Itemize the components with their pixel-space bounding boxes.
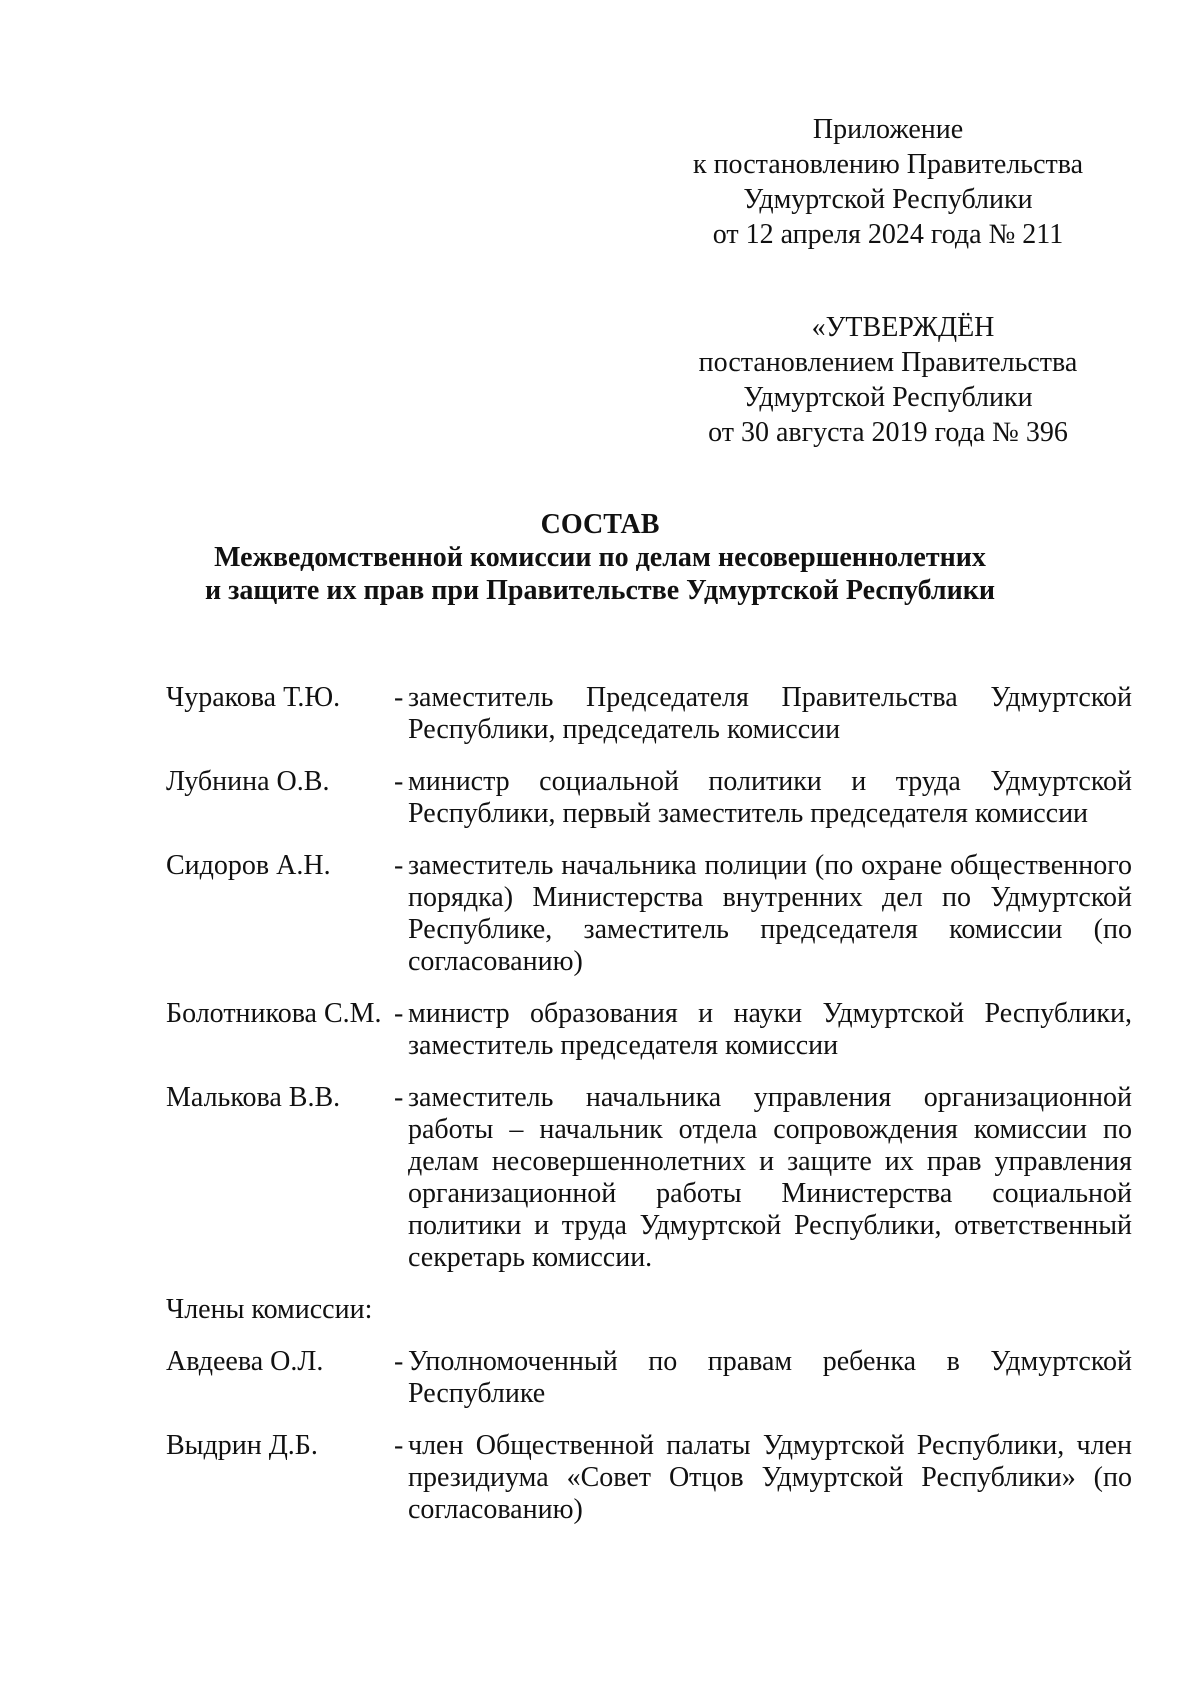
list-item <box>166 682 1132 746</box>
members-list <box>166 682 1132 1546</box>
member-dash: - <box>394 1082 404 1113</box>
approved-line-2: постановлением Правительства <box>698 347 1078 378</box>
member-name: Сидоров А.Н. <box>166 850 331 881</box>
heading-title: СОСТАВ <box>540 509 660 540</box>
annex-line-1: Приложение <box>812 114 964 145</box>
list-item <box>166 1346 1132 1410</box>
heading-subtitle-1: Межведомственной комиссии по делам несовершеннолетних <box>214 542 986 573</box>
list-item <box>166 998 1132 1062</box>
member-description: заместитель начальника полиции (по охране общественного порядка) Министерства внутренних дел по Удмуртской Республике, заместитель председателя комиссии (по согласованию) <box>408 850 1132 977</box>
annex-line-3: Удмуртской Республики <box>743 184 1033 215</box>
list-item <box>166 850 1132 978</box>
heading-subtitle-2: и защите их прав при Правительстве Удмуртской Республики <box>205 575 995 606</box>
member-description: министр образования и науки Удмуртской Республики, заместитель председателя комиссии <box>408 998 1132 1061</box>
member-dash: - <box>394 998 404 1029</box>
approved-block <box>668 310 1108 450</box>
list-item <box>166 1430 1132 1526</box>
members-section-label: Члены комиссии: <box>166 1294 373 1325</box>
member-dash: - <box>394 1346 404 1377</box>
approved-line-3: Удмуртской Республики <box>743 382 1033 413</box>
approved-line-4: от 30 августа 2019 года № 396 <box>708 417 1068 448</box>
member-name: Чуракова Т.Ю. <box>166 682 341 713</box>
member-dash: - <box>394 766 404 797</box>
member-name: Лубнина О.В. <box>166 766 330 797</box>
member-name: Болотникова С.М. <box>166 998 382 1029</box>
list-item <box>166 766 1132 830</box>
member-description: Уполномоченный по правам ребенка в Удмуртской Республике <box>408 1346 1132 1409</box>
document-heading <box>150 508 1050 607</box>
member-description: заместитель Председателя Правительства Удмуртской Республики, председатель комиссии <box>408 682 1132 745</box>
member-dash: - <box>394 1430 404 1461</box>
annex-block <box>668 112 1108 252</box>
member-name: Авдеева О.Л. <box>166 1346 324 1377</box>
list-item <box>166 1082 1132 1274</box>
annex-line-2: к постановлению Правительства <box>692 149 1084 180</box>
annex-line-4: от 12 апреля 2024 года № 211 <box>712 219 1064 250</box>
member-name: Выдрин Д.Б. <box>166 1430 318 1461</box>
member-description: член Общественной палаты Удмуртской Республики, член президиума «Совет Отцов Удмуртской Республики» (по согласованию) <box>408 1430 1132 1525</box>
approved-line-1: «УТВЕРЖДЁН <box>811 312 995 343</box>
member-description: заместитель начальника управления организационной работы – начальник отдела сопровождения комиссии по делам несовершеннолетних и защите их прав управления организационной работы Министерства социальной политики и труда Удмуртской Республики, ответственный секретарь комиссии. <box>408 1082 1132 1273</box>
member-dash: - <box>394 682 404 713</box>
member-dash: - <box>394 850 404 881</box>
member-name: Малькова В.В. <box>166 1082 341 1113</box>
member-description: министр социальной политики и труда Удмуртской Республики, первый заместитель председателя комиссии <box>408 766 1132 829</box>
